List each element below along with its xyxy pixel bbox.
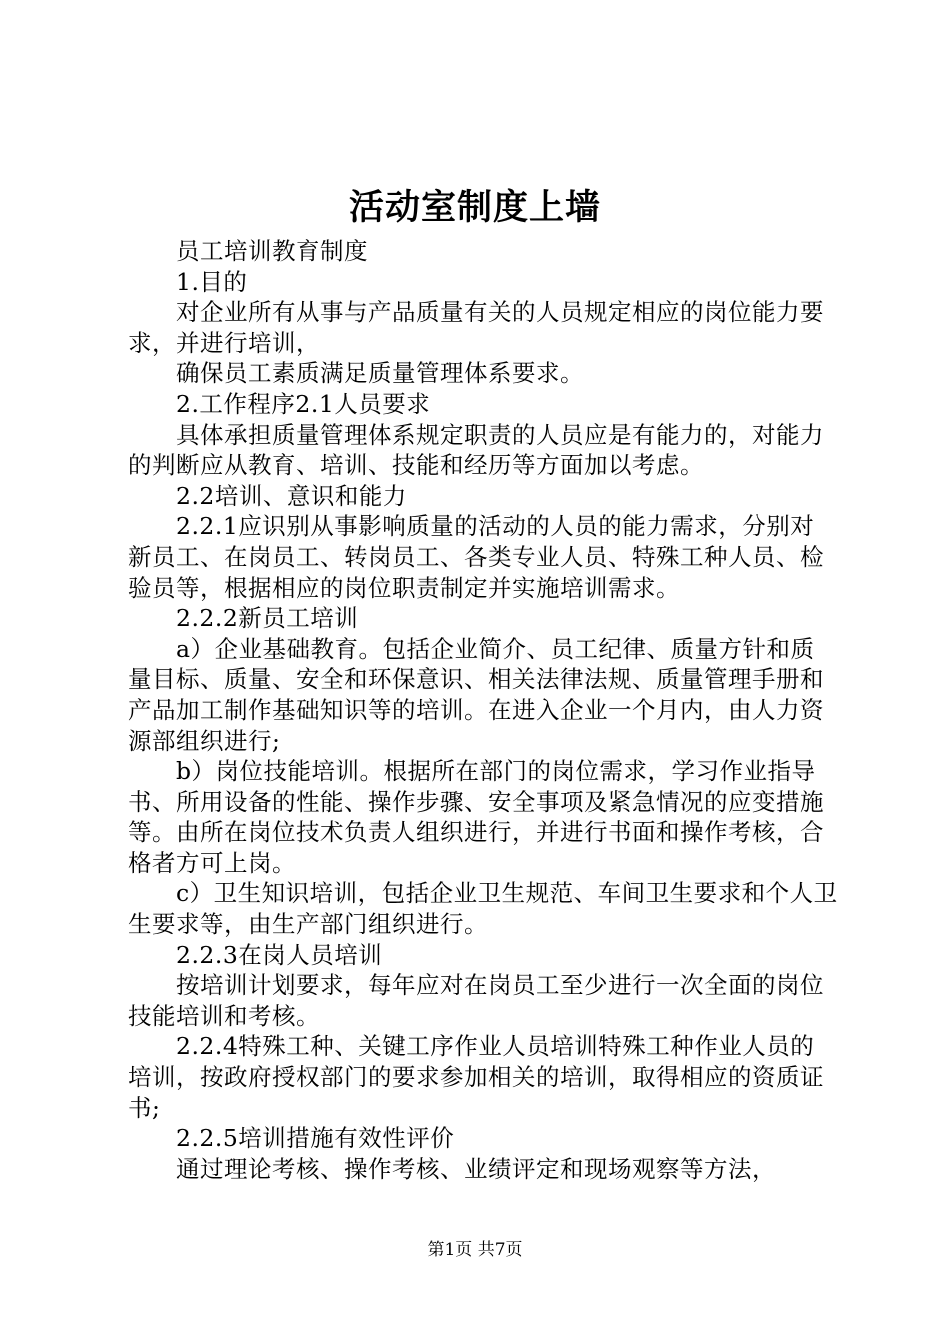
section-heading: 2.2培训、意识和能力 <box>176 481 407 510</box>
paragraph: 具体承担质量管理体系规定职责的人员应是有能力的，对能力的判断应从教育、培训、技能和经历等方面加以考虑。 <box>128 420 824 480</box>
paragraph: 通过理论考核、操作考核、业绩评定和现场观察等方法， <box>176 1154 776 1183</box>
paragraph: 2.2.4特殊工种、关键工序作业人员培训特殊工种作业人员的培训，按政府授权部门的要求参加相关的培训，取得相应的资质证书; <box>128 1032 824 1122</box>
section-heading: 2.2.5培训措施有效性评价 <box>176 1124 455 1153</box>
page-footer: 第1页 共7页 <box>427 1240 523 1260</box>
section-heading: 1.目的 <box>176 267 248 296</box>
section-heading: 2.工作程序2.1人员要求 <box>176 389 431 418</box>
paragraph: 对企业所有从事与产品质量有关的人员规定相应的岗位能力要求，并进行培训， <box>128 298 824 357</box>
paragraph: c）卫生知识培训，包括企业卫生规范、车间卫生要求和个人卫生要求等，由生产部门组织进行。 <box>128 879 838 939</box>
section-heading: 员工培训教育制度 <box>176 237 368 265</box>
paragraph: 确保员工素质满足质量管理体系要求。 <box>176 359 584 388</box>
paragraph: a）企业基础教育。包括企业简介、员工纪律、质量方针和质量目标、质量、安全和环保意识、相关法律法规、质量管理手册和产品加工制作基础知识等的培训。在进入企业一个月内，由人力资源部组织进行; <box>128 634 824 755</box>
paragraph: 按培训计划要求，每年应对在岗员工至少进行一次全面的岗位技能培训和考核。 <box>128 971 824 1030</box>
paragraph: 2.2.1应识别从事影响质量的活动的人员的能力需求，分别对新员工、在岗员工、转岗员工、各类专业人员、特殊工种人员、检验员等，根据相应的岗位职责制定并实施培训需求。 <box>128 512 824 602</box>
document-body <box>128 236 838 1184</box>
section-heading: 2.2.2新员工培训 <box>176 604 359 633</box>
page-title: 活动室制度上墙 <box>348 187 601 228</box>
section-heading: 2.2.3在岗人员培训 <box>176 940 383 969</box>
paragraph: b）岗位技能培训。根据所在部门的岗位需求，学习作业指导书、所用设备的性能、操作步骤、安全事项及紧急情况的应变措施等。由所在岗位技术负责人组织进行，并进行书面和操作考核，合格者方可上岗。 <box>128 757 824 877</box>
